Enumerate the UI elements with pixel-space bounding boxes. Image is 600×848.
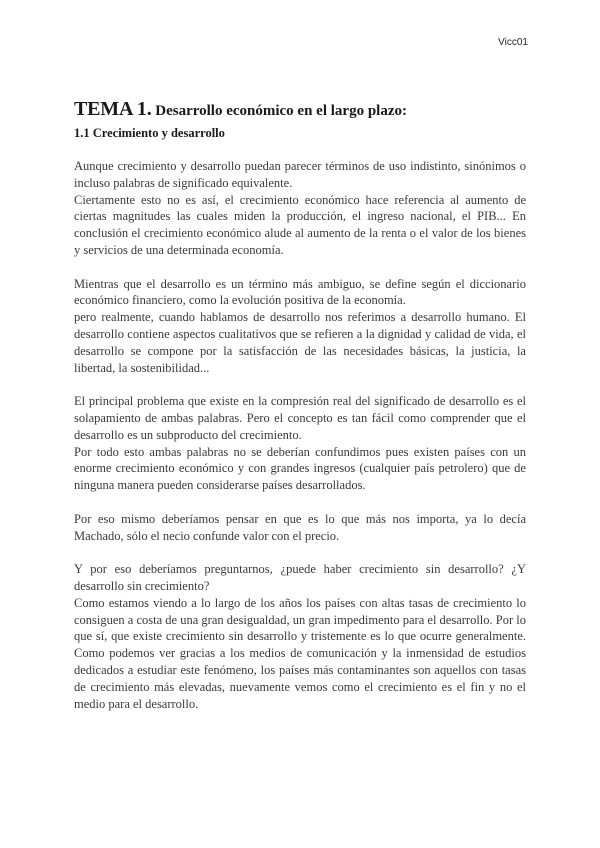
document-body: [74, 158, 526, 712]
paragraph: Ciertamente esto no es así, el crecimiento económico hace referencia al aumento de ciertas magnitudes las cuales miden la producción, el ingreso nacional, el PIB... En conclusión el crecimiento económico alude al aumento de la renta o el valor de los bienes y servicios de una determinada economía.: [74, 192, 526, 257]
paragraph: Aunque crecimiento y desarrollo puedan parecer términos de uso indistinto, sinónimos o incluso palabras de significado equivalente.: [74, 159, 526, 190]
document-code: Vicc01: [498, 37, 528, 48]
paragraph: Y por eso deberíamos preguntarnos, ¿puede haber crecimiento sin desarrollo? ¿Y desarrollo sin crecimiento?: [74, 562, 526, 593]
paragraph: Por eso mismo deberíamos pensar en que es lo que más nos importa, ya lo decía Machado, sólo el necio confunde valor con el precio.: [74, 511, 526, 543]
title-prefix: TEMA 1.: [74, 98, 152, 120]
page-title: [74, 86, 407, 123]
title-text: Desarrollo económico en el largo plazo:: [151, 103, 407, 119]
paragraph: El principal problema que existe en la compresión real del significado de desarrollo es el solapamiento de ambas palabras. Pero el concepto es tan fácil como comprender que el desarrollo es un subproducto del crecimiento.: [74, 394, 526, 442]
section-heading: 1.1 Crecimiento y desarrollo: [74, 126, 225, 140]
paragraph: Como estamos viendo a lo largo de los años los países con altas tasas de crecimiento lo consiguen a costa de una gran desigualdad, un gran impedimento para el desarrollo. Por lo que sí, que existe crecimiento sin desarrollo y tristemente es lo que ocurre generalmente. Como podemos ver gracias a los medios de comunicación y la inmensidad de estudios dedicados a estudiar este fenómeno, los países más contaminantes son aquellos con tasas de crecimiento más elevadas, nuevamente vemos como el crecimiento es el fin y no el medio para el desarrollo.: [74, 595, 526, 711]
paragraph: Por todo esto ambas palabras no se deberían confundimos pues existen países con un enorme crecimiento económico y con grandes ingresos (cualquier país petrolero) que de ninguna manera pueden considerarse países desarrollados.: [74, 444, 526, 493]
paragraph: Mientras que el desarrollo es un término más ambiguo, se define según el diccionario económico financiero, como la evolución positiva de la economía.: [74, 276, 526, 308]
paragraph: pero realmente, cuando hablamos de desarrollo nos referimos a desarrollo humano. El desarrollo contiene aspectos cualitativos que se refieren a la dignidad y calidad de vida, el desarrollo se compone por la satisfacción de las necesidades básicas, la justicia, la libertad, la sostenibilidad...: [74, 310, 526, 375]
